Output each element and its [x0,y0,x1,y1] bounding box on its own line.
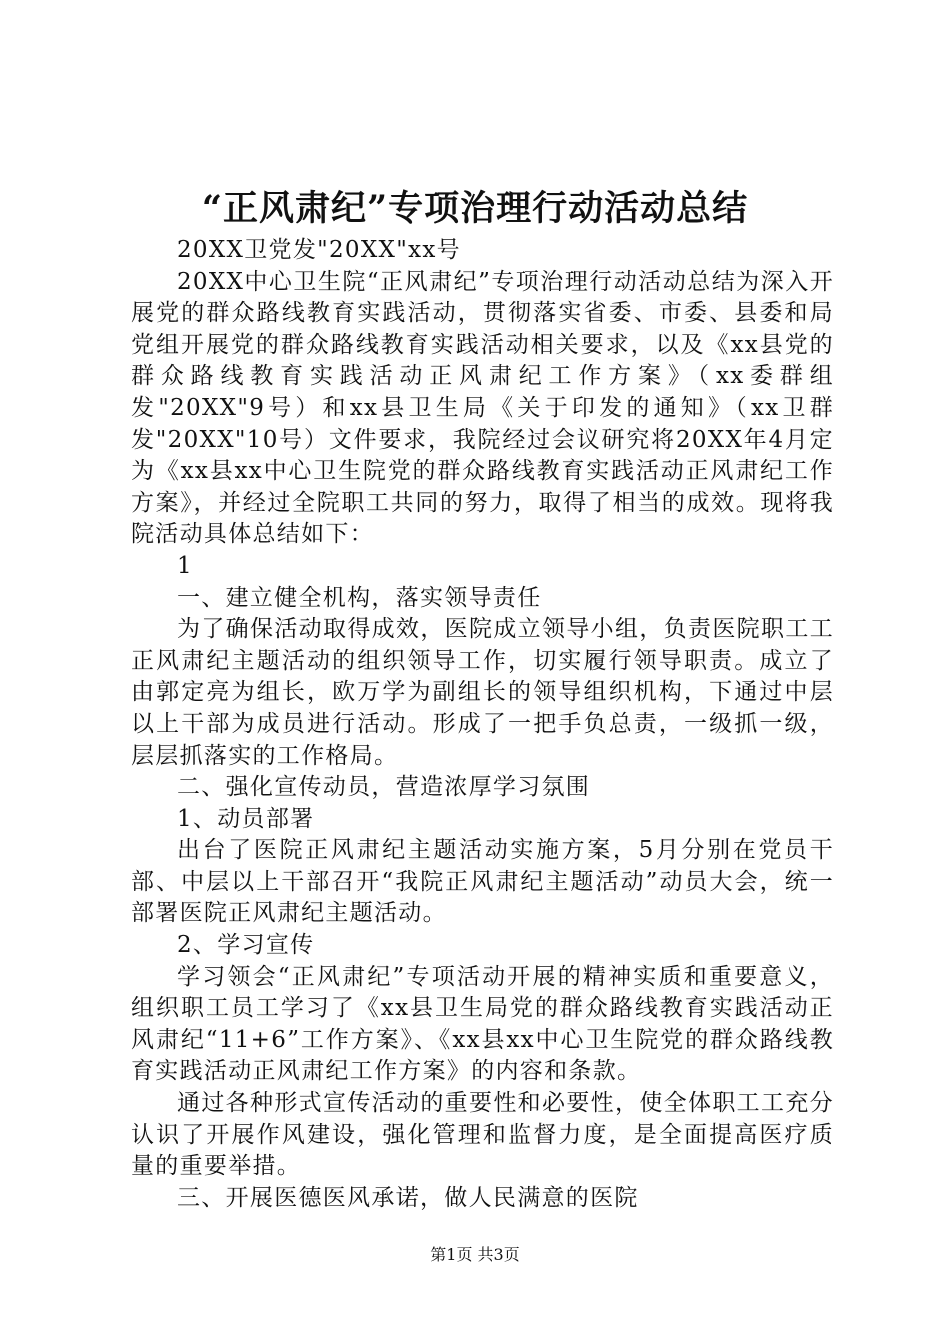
document-body [131,235,834,1214]
subsection-2-2-paragraph-2: 通过各种形式宣传活动的重要性和必要性，使全体职工工充分认识了开展作风建设，强化管理和监督力度，是全面提高医疗质量的重要举措。 [131,1090,834,1180]
section-heading-3: 三、开展医德医风承诺，做人民满意的医院 [177,1184,639,1211]
section-heading-1: 一、建立健全机构，落实领导责任 [177,584,542,611]
page-marker: 1 [177,552,193,579]
subsection-2-2-paragraph-1: 学习领会“正风肃纪”专项活动开展的精神实质和重要意义，组织职工员工学习了《xx县卫生局党的群众路线教育实践活动正风肃纪“11+6”工作方案》、《xx县xx中心卫生院党的群众路线教育实践活动正风肃纪工作方案》的内容和条款。 [131,963,834,1085]
subsection-2-1-paragraph: 出台了医院正风肃纪主题活动实施方案，5月分别在党员干部、中层以上干部召开“我院正风肃纪主题活动”动员大会，统一部署医院正风肃纪主题活动。 [131,837,834,927]
section-1-paragraph: 为了确保活动取得成效，医院成立领导小组，负责医院职工工正风肃纪主题活动的组织领导工作，切实履行领导职责。成立了由郭定亮为组长，欧万学为副组长的领导组织机构，下通过中层以上干部为成员进行活动。形成了一把手负总责，一级抓一级，层层抓落实的工作格局。 [131,616,834,769]
section-heading-2: 二、强化宣传动员，营造浓厚学习氛围 [177,774,591,801]
page-footer: 第1页 共3页 [430,1245,520,1264]
intro-paragraph: 20XX中心卫生院“正风肃纪”专项治理行动活动总结为深入开展党的群众路线教育实践活动，贯彻落实省委、市委、县委和局党组开展党的群众路线教育实践活动相关要求，以及《xx县党的群众路线教育实践活动正风肃纪工作方案》（xx委群组发"20XX"9号）和xx县卫生局《关于印发的通知》（xx卫群发"20XX"10号）文件要求，我院经过会议研究将20XX年4月定为《xx县xx中心卫生院党的群众路线教育实践活动正风肃纪工作方案》，并经过全院职工共同的努力，取得了相当的成效。现将我院活动具体总结如下： [131,268,834,548]
document-title: “正风肃纪”专项治理行动活动总结 [201,188,749,229]
subheading-2-2: 2、学习宣传 [177,932,315,959]
subheading-2-1: 1、动员部署 [177,805,315,832]
document-number: 20XX卫党发"20XX"xx号 [177,237,461,263]
